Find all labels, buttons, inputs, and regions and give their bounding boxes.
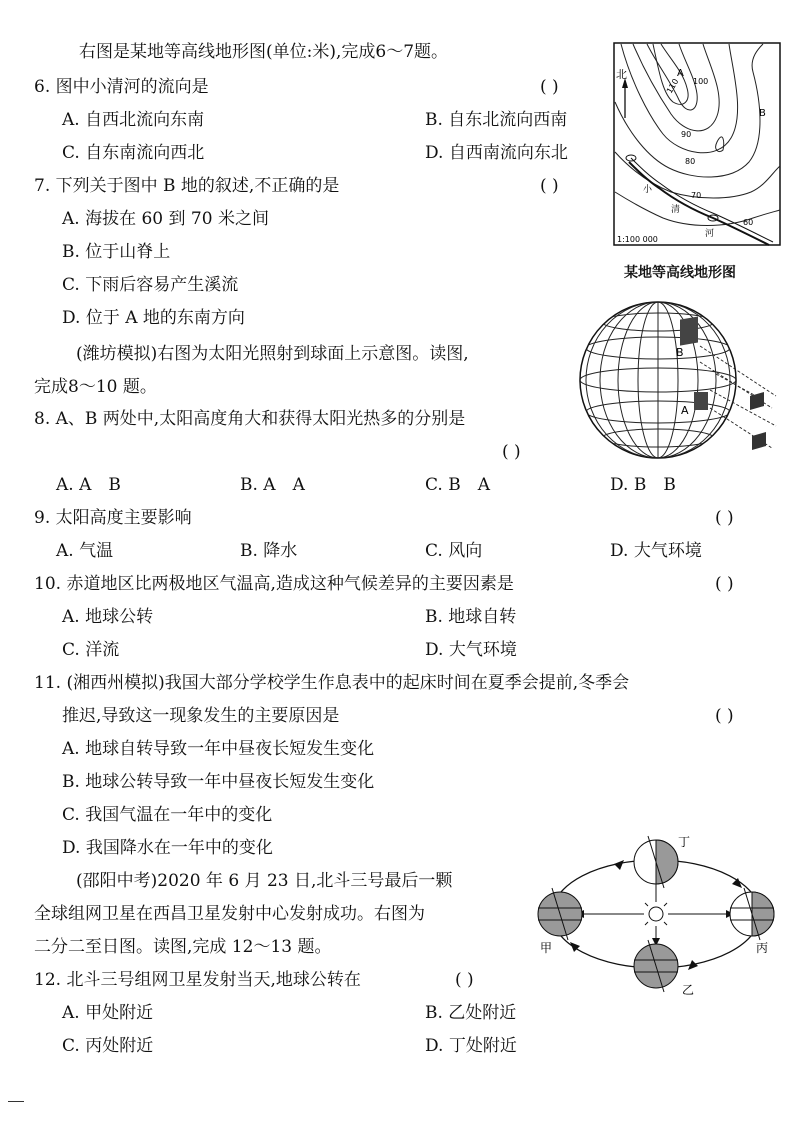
intro-q12-13-line1: (邵阳中考)2020 年 6 月 23 日,北斗三号最后一颗 [76,871,453,891]
q8-stem: 8. A、B 两处中,太阳高度角大和获得太阳光热多的分别是 [34,409,466,429]
point-a-label: A [677,68,684,79]
q12-option-b: B. 乙处附近 [425,1003,517,1023]
q11-answer-paren: ( ) [715,706,734,726]
q12-stem: 12. 北斗三号组网卫星发射当天,地球公转在 [34,970,361,990]
intro-q12-13-line2: 全球组网卫星在西昌卫星发射中心发射成功。右图为 [34,904,425,924]
earth-orbit-diagram [528,834,790,996]
q6-answer-paren: ( ) [540,77,559,97]
map-caption: 某地等高线地形图 [624,265,736,281]
q10-answer-paren: ( ) [715,574,734,594]
q10-option-b: B. 地球自转 [425,607,517,627]
point-b-label: B [759,108,766,119]
q6-option-b: B. 自东北流向西南 [425,110,568,130]
q7-option-d: D. 位于 A 地的东南方向 [62,308,245,328]
contour-110-label: 110 [664,77,681,95]
q11-option-d: D. 我国降水在一年中的变化 [62,838,273,858]
q9-answer-paren: ( ) [715,508,734,528]
q7-stem: 7. 下列关于图中 B 地的叙述,不正确的是 [34,176,340,196]
contour-70-label: 70 [691,191,702,200]
contour-90-label: 90 [681,130,692,139]
q10-option-a: A. 地球公转 [62,607,154,627]
contour-map [613,42,781,246]
q8-option-a: A. A B [56,475,121,495]
q12-option-d: D. 丁处附近 [425,1036,517,1056]
north-label: 北 [616,68,627,81]
q9-option-b: B. 降水 [240,541,298,561]
q11-stem-line1: 11. (湘西州模拟)我国大部分学校学生作息表中的起床时间在夏季会提前,冬季会 [34,673,630,693]
q8-option-d: D. B B [610,475,676,495]
q12-answer-paren: ( ) [455,970,474,990]
q10-stem: 10. 赤道地区比两极地区气温高,造成这种气候差异的主要因素是 [34,574,514,594]
q7-option-b: B. 位于山脊上 [62,242,171,262]
q8-option-b: B. A A [240,475,305,495]
orbit-label-jia: 甲 [540,941,553,955]
q11-option-b: B. 地球公转导致一年中昼夜长短发生变化 [62,772,375,792]
intro-q8-10-line1: (潍坊模拟)右图为太阳光照射到球面上示意图。读图, [76,344,469,364]
q7-option-c: C. 下雨后容易产生溪流 [62,275,239,295]
contour-80-label: 80 [685,157,696,166]
q9-stem: 9. 太阳高度主要影响 [34,508,192,528]
q11-stem-line2: 推迟,导致这一现象发生的主要原因是 [62,706,340,726]
q9-option-d: D. 大气环境 [610,541,702,561]
sunlight-globe-diagram [576,296,786,468]
contour-100-label: 100 [693,77,709,86]
q6-option-c: C. 自东南流向西北 [62,143,205,163]
q7-answer-paren: ( ) [540,176,559,196]
q6-stem: 6. 图中小清河的流向是 [34,77,209,97]
q12-option-a: A. 甲处附近 [62,1003,154,1023]
q10-option-d: D. 大气环境 [425,640,517,660]
footer-dash [8,1101,24,1102]
q12-option-c: C. 丙处附近 [62,1036,154,1056]
q6-option-d: D. 自西南流向东北 [425,143,568,163]
q8-option-c: C. B A [425,475,490,495]
q7-option-a: A. 海拔在 60 到 70 米之间 [62,209,269,229]
globe-label-a: A [681,404,689,417]
river-label-3: 河 [705,229,715,239]
river-label-2: 清 [671,205,681,215]
q11-option-c: C. 我国气温在一年中的变化 [62,805,273,825]
globe-label-b: B [676,346,684,359]
intro-q8-10-line2: 完成8～10 题。 [34,377,157,397]
q9-option-c: C. 风向 [425,541,483,561]
river-label-1: 小 [643,185,653,195]
scale-label: 1:100 000 [617,235,658,244]
intro-q12-13-line3: 二分二至日图。读图,完成 12～13 题。 [34,937,332,957]
q9-option-a: A. 气温 [56,541,114,561]
q8-answer-paren: ( ) [502,442,521,462]
contour-60-label: 60 [743,218,754,227]
q11-option-a: A. 地球自转导致一年中昼夜长短发生变化 [62,739,375,759]
orbit-label-yi: 乙 [682,983,695,996]
intro-q6-7: 右图是某地等高线地形图(单位:米),完成6～7题。 [79,42,449,62]
orbit-label-ding: 丁 [678,835,691,849]
orbit-label-bing: 丙 [756,941,769,955]
q6-option-a: A. 自西北流向东南 [62,110,205,130]
q10-option-c: C. 洋流 [62,640,120,660]
